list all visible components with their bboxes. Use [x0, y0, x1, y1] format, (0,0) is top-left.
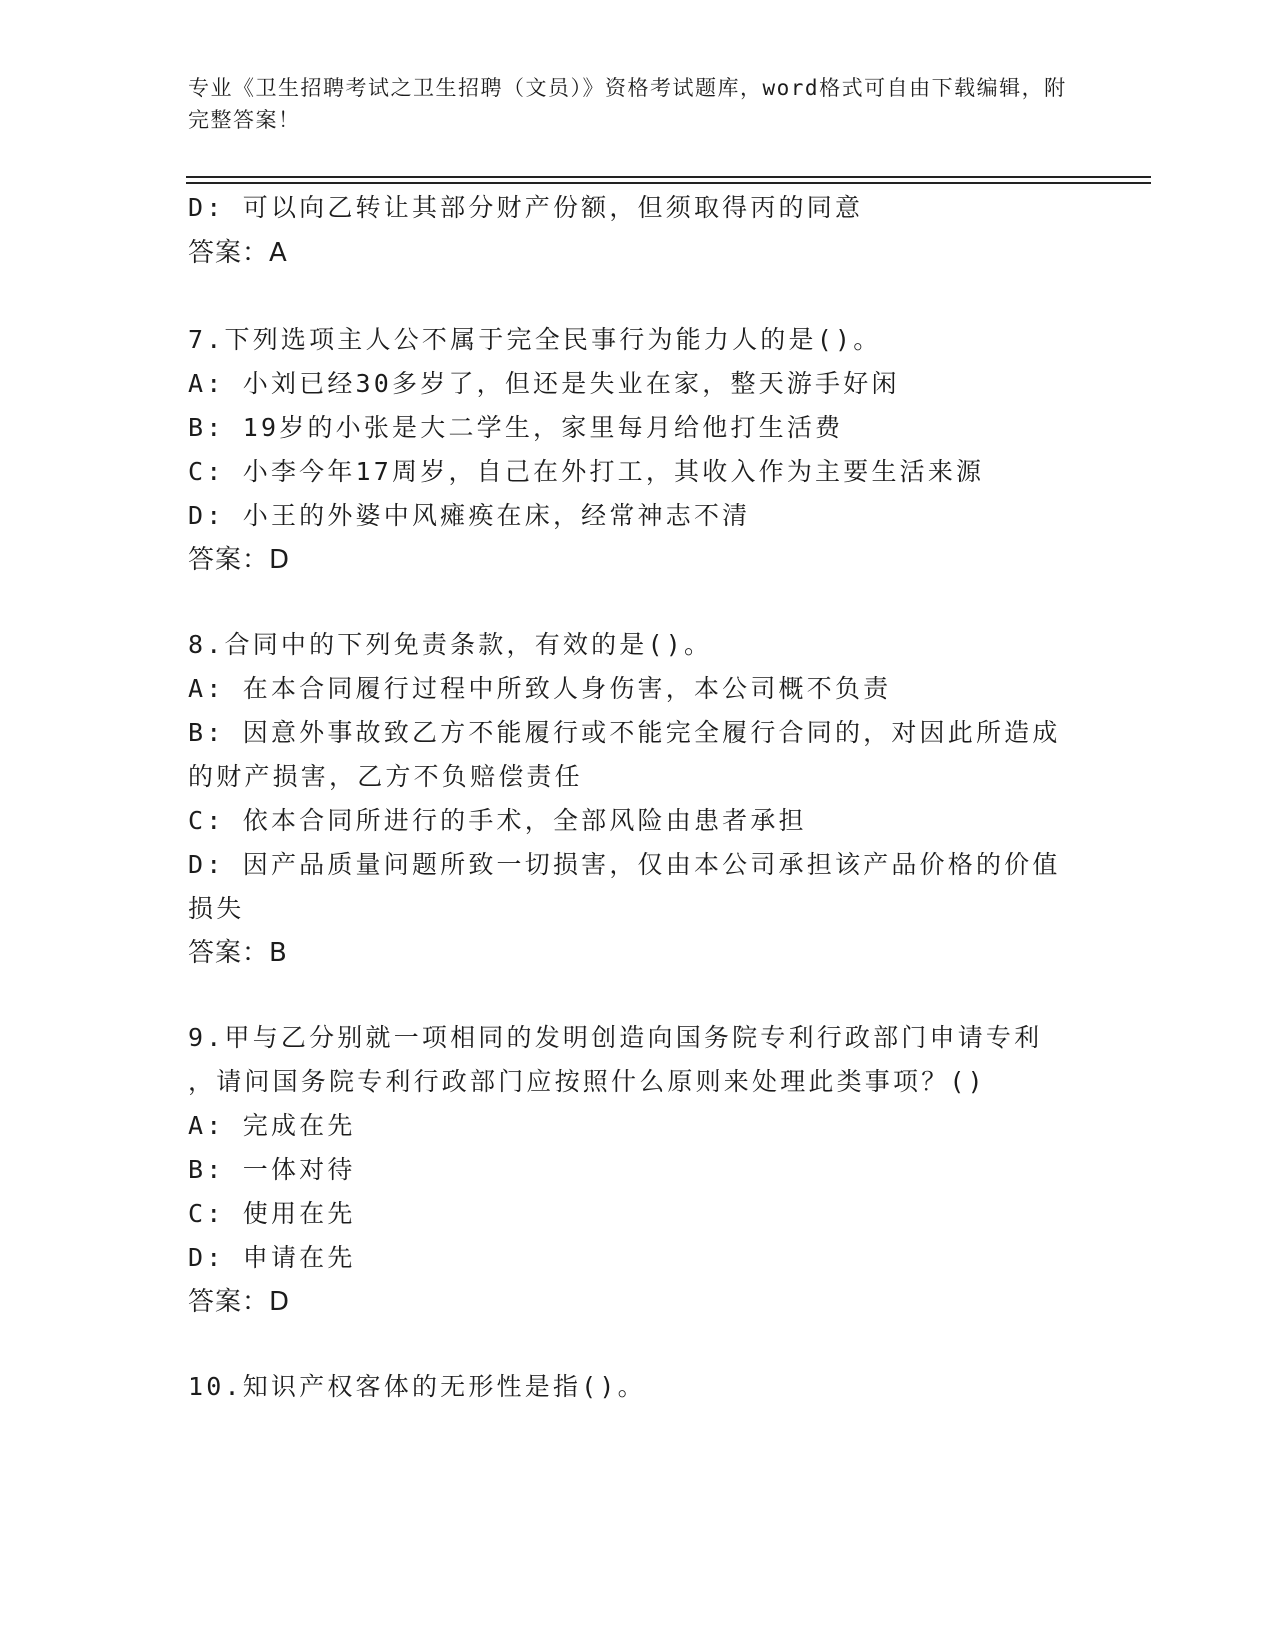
question-9-option-a: A: 完成在先: [188, 1111, 356, 1140]
question-9-answer: 答案：D: [188, 1287, 291, 1317]
question-9-stem-line2: ，请问国务院专利行政部门应按照什么原则来处理此类事项？(): [188, 1067, 986, 1096]
question-9-option-c: C: 使用在先: [188, 1199, 356, 1228]
question-8-option-a: A: 在本合同履行过程中所致人身伤害，本公司概不负责: [188, 674, 892, 703]
header-divider-bottom: [186, 182, 1151, 184]
question-7-answer: 答案：D: [188, 545, 291, 575]
question-10-stem: 10.知识产权客体的无形性是指()。: [188, 1372, 646, 1401]
header-divider-top: [186, 176, 1151, 178]
question-7-stem: 7.下列选项主人公不属于完全民事行为能力人的是()。: [188, 325, 882, 354]
document-header: 专业《卫生招聘考试之卫生招聘（文员）》资格考试题库，word格式可自由下载编辑，附完整答案！: [188, 76, 1067, 132]
question-7-option-d: D: 小王的外婆中风瘫痪在床，经常神志不清: [188, 501, 751, 530]
question-8-option-d-line2: 损失: [188, 894, 245, 923]
question-7-option-c: C: 小李今年17周岁，自己在外打工，其收入作为主要生活来源: [188, 457, 985, 486]
question-8-option-b-line2: 的财产损害，乙方不负赔偿责任: [188, 762, 583, 791]
question-8-answer: 答案：B: [188, 938, 288, 968]
question-8-option-d-line1: D: 因产品质量问题所致一切损害，仅由本公司承担该产品价格的价值: [188, 850, 1061, 879]
question-8-option-b-line1: B: 因意外事故致乙方不能履行或不能完全履行合同的，对因此所造成: [188, 718, 1061, 747]
question-7-option-a: A: 小刘已经30多岁了，但还是失业在家，整天游手好闲: [188, 369, 900, 398]
question-8-option-c: C: 依本合同所进行的手术，全部风险由患者承担: [188, 806, 807, 835]
question-9-stem-line1: 9.甲与乙分别就一项相同的发明创造向国务院专利行政部门申请专利: [188, 1023, 1043, 1052]
question-8-stem: 8.合同中的下列免责条款，有效的是()。: [188, 630, 713, 659]
prev-question-answer: 答案：A: [188, 238, 288, 268]
question-7-option-b: B: 19岁的小张是大二学生，家里每月给他打生活费: [188, 413, 844, 442]
question-9-option-d: D: 申请在先: [188, 1243, 356, 1272]
prev-question-option-d: D: 可以向乙转让其部分财产份额，但须取得丙的同意: [188, 193, 864, 222]
question-9-option-b: B: 一体对待: [188, 1155, 356, 1184]
